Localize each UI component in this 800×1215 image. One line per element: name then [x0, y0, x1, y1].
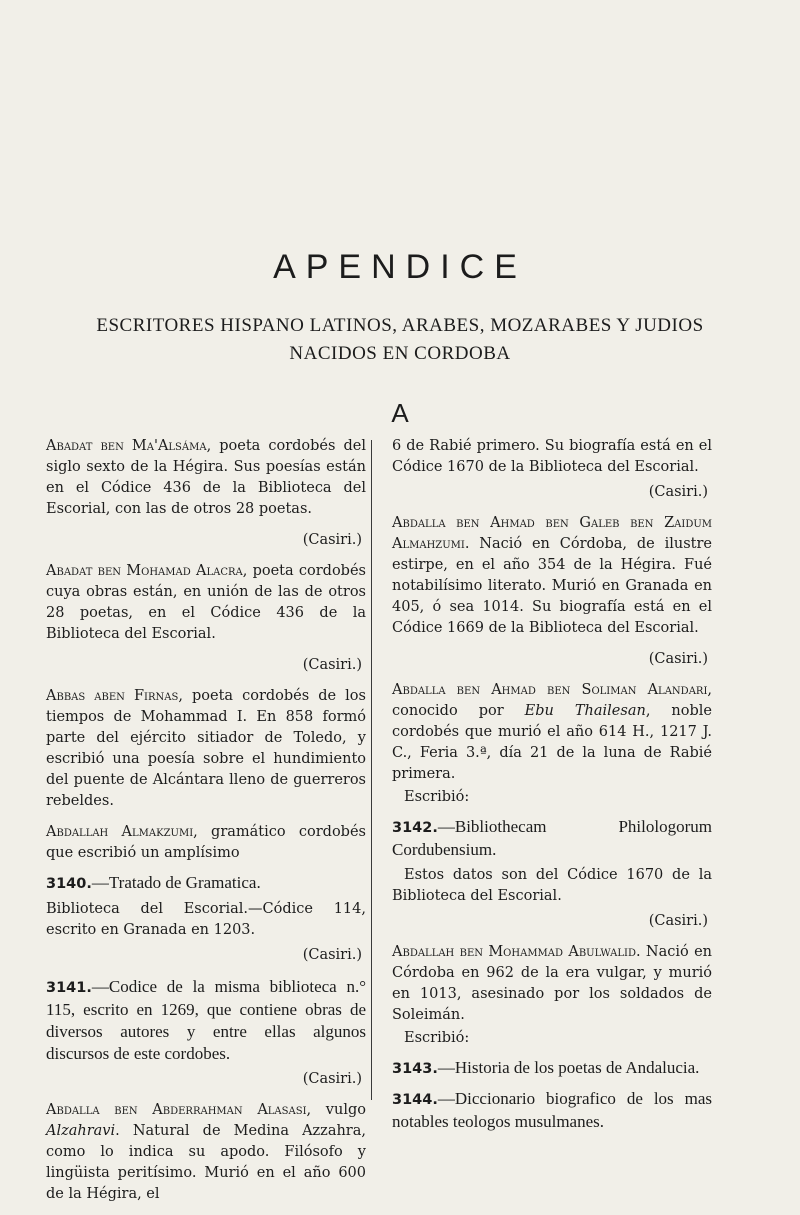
entry-source: (Casiri.)	[302, 1071, 362, 1087]
entry-alias: Ebu Thailesan	[524, 703, 646, 719]
entry-source: (Casiri.)	[302, 532, 362, 548]
work-number: 3141.	[46, 980, 92, 996]
entry-text: Nació en Córdoba, de ilustre estirpe, en el año 354 de la Hégira. Fué notabilísimo literato. Murió en Granada en 405, ó sea 1014. Su biografía está en el Códice 1669 de la Biblioteca del Escorial.	[392, 536, 712, 636]
entry-source: (Casiri.)	[648, 651, 708, 667]
subtitle-line-1: ESCRITORES HISPANO LATINOS, ARABES, MOZARABES Y JUDIOS	[96, 315, 704, 336]
column-divider	[371, 440, 372, 1100]
entry-author-name: Abdalla ben Ahmad ben Soliman Alandari,	[392, 682, 712, 698]
entry-abdalla-ben-abderrahman-alasasi	[46, 1100, 366, 1205]
entry-wrote-label: Escribió:	[404, 789, 470, 805]
entry-author-name: Abdalla ben Abderrahman Alasasi,	[46, 1102, 312, 1118]
entry-abadat-ben-maalsama	[46, 436, 366, 520]
entry-author-name: Abbas aben Firnas,	[46, 688, 183, 704]
subtitle-line-2: NACIDOS EN CORDOBA	[289, 343, 511, 364]
entry-alias: Alzahravi	[46, 1123, 116, 1139]
entry-continuation: 6 de Rabié primero. Su biografía está en el Códice 1670 de la Biblioteca del Escorial.	[392, 438, 712, 475]
entry-source: (Casiri.)	[302, 947, 362, 963]
right-column	[392, 436, 712, 1137]
page-subtitle	[0, 312, 800, 368]
page-title: APENDICE	[273, 248, 527, 286]
entry-abdalla-ben-ahmad-ben-soliman	[392, 680, 712, 785]
work-description: Estos datos son del Códice 1670 de la Biblioteca del Escorial.	[392, 867, 712, 904]
entry-author-name: Abadat ben Mohamad Alacra,	[46, 563, 248, 579]
work-number: 3140.	[46, 876, 92, 892]
entry-text: gramático cordobés que escribió un amplísimo	[46, 824, 366, 861]
entry-text: Nació en Córdoba en 962 de la era vulgar, y murió en 1013, asesinado por los soldados de Soleimán.	[392, 944, 712, 1023]
work-3143	[392, 1057, 712, 1080]
work-description: Biblioteca del Escorial.—Códice 114, escrito en Granada en 1203.	[46, 901, 366, 938]
entry-abadat-ben-mohamad-alacra	[46, 561, 366, 645]
work-title: —Tratado de Gramatica.	[91, 873, 261, 892]
section-letter: A	[391, 398, 409, 428]
work-title: —Diccionario biografico de los mas notables teologos musulmanes.	[392, 1089, 712, 1131]
entry-author-name: Abadat ben Ma'Alsáma,	[46, 438, 212, 454]
work-3140	[46, 872, 366, 895]
work-number: 3144.	[392, 1092, 438, 1108]
entry-text: . Natural de Medina Azzahra, como lo indica su apodo. Filósofo y lingüista peritísimo. Murió en el año 600 de la Hégira, el	[46, 1123, 366, 1202]
entry-text: poeta cordobés cuya obras están, en unión de las de otros 28 poetas, en el Códice 436 de la Biblioteca del Escorial.	[46, 563, 366, 642]
entry-text: , noble cordobés que murió el año 614 H., 1217 J. C., Feria 3.ª, día 21 de la luna de Rabié primera.	[392, 703, 712, 782]
work-title: —Historia de los poetas de Andalucia.	[437, 1058, 700, 1077]
entry-abdallah-ben-mohammad-abulwalid	[392, 942, 712, 1026]
work-number: 3142.	[392, 820, 438, 836]
work-number: 3143.	[392, 1061, 438, 1077]
entry-source: (Casiri.)	[648, 484, 708, 500]
entry-wrote-label: Escribió:	[404, 1030, 470, 1046]
entry-source: (Casiri.)	[648, 913, 708, 929]
entry-text: poeta cordobés del siglo sexto de la Hégira. Sus poesías están en el Códice 436 de la Biblioteca del Escorial, con las de otros 28 poetas.	[46, 438, 366, 517]
entry-text: poeta cordobés de los tiempos de Mohammad I. En 858 formó parte del ejército sitiador de Toledo, y escribió una poesía sobre el hundimiento del puente de Alcántara lleno de guerreros rebeldes.	[46, 688, 366, 809]
work-3141	[46, 976, 366, 1065]
entry-abdalla-ben-ahmad-ben-galeb	[392, 513, 712, 639]
work-3142	[392, 816, 712, 861]
entry-source: (Casiri.)	[302, 657, 362, 673]
left-column	[46, 436, 366, 1215]
entry-text: vulgo	[311, 1102, 366, 1118]
entry-author-name: Abdalla ben Ahmad ben Galeb ben Zaidum Almahzumi.	[392, 515, 712, 552]
entry-author-name: Abdallah Almakzumi,	[46, 824, 198, 840]
work-title: —Bibliothecam Philologorum Cordubensium.	[392, 817, 712, 859]
work-3144	[392, 1088, 712, 1133]
entry-author-name: Abdallah ben Mohammad Abulwalid.	[392, 944, 641, 960]
work-title: —Codice de la misma biblioteca n.° 115, escrito en 1269, que contiene obras de diversos autores y entre ellas algunos discursos de este cordobes.	[46, 977, 366, 1063]
entry-abbas-aben-firnas	[46, 686, 366, 812]
entry-abdallah-almakzumi	[46, 822, 366, 864]
entry-text: conocido por	[392, 703, 525, 719]
